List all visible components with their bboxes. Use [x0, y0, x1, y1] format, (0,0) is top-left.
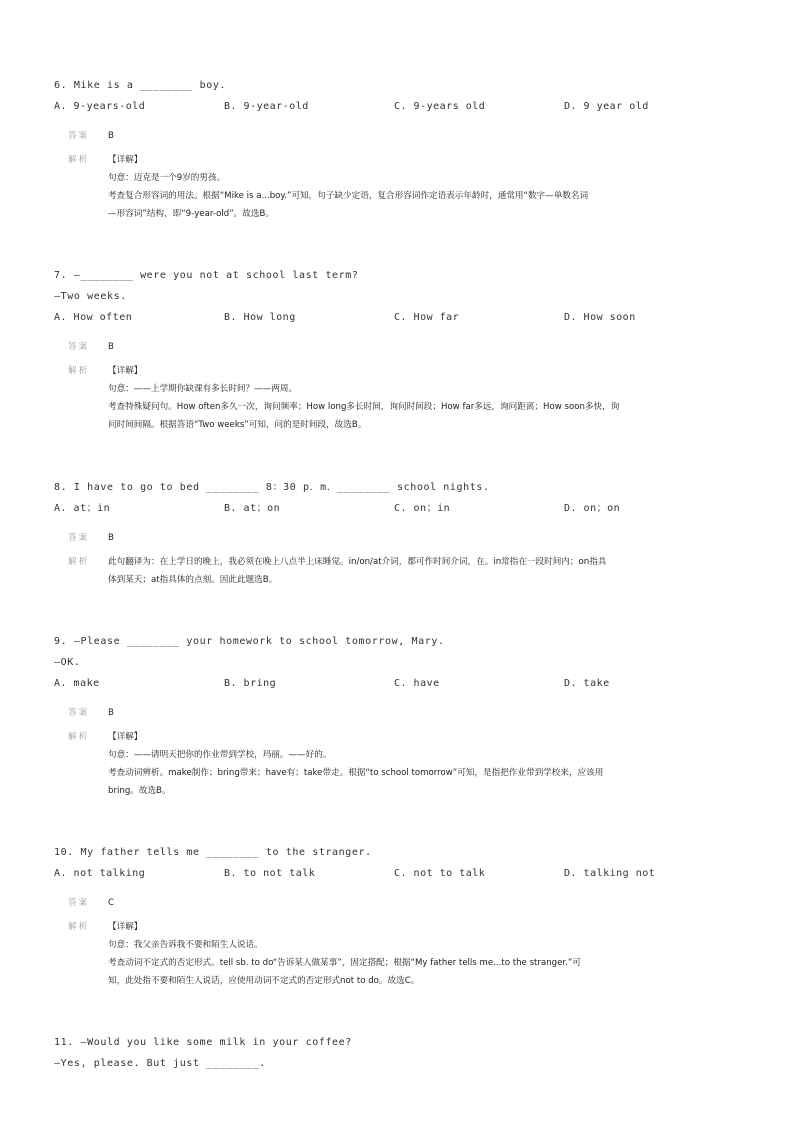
- answer-label: 答案: [68, 131, 90, 141]
- answer-label: 答案: [68, 898, 90, 908]
- answer-value: C: [108, 898, 115, 908]
- analysis-line: bring。故选B。: [108, 786, 171, 796]
- analysis-label: 解析: [68, 557, 90, 567]
- option-d: D. take: [564, 678, 610, 689]
- options-row: [54, 96, 754, 117]
- option-b: B. to not talk: [224, 868, 316, 879]
- analysis-line: 考查特殊疑问句。How often多久一次，询问频率；How long多长时间，询问时间段；How far多远，询问距离；How soon多快，询: [108, 402, 620, 412]
- option-b: B. bring: [224, 678, 277, 689]
- analysis-row: [54, 918, 754, 990]
- answer-label: 答案: [68, 342, 90, 352]
- analysis-line: 此句翻译为：在上学日的晚上，我必须在晚上八点半上床睡觉。in/on/at介词，都可作时间介词，在。in常指在一段时间内；on指具: [108, 557, 607, 567]
- answer-value: B: [108, 533, 114, 543]
- analysis-line: 【详解】: [108, 922, 143, 932]
- analysis-line: 体到某天；at指具体的点刻。因此此题选B。: [108, 575, 278, 585]
- question-stem: 7. —________ were you not at school last term?: [54, 270, 359, 281]
- analysis-line: 考查动词辨析。make制作；bring带来；have有；take带走。根据“to school tomorrow”可知，是指把作业带到学校来，应该用: [108, 768, 604, 778]
- analysis-line: 【详解】: [108, 155, 143, 165]
- analysis-line: 问时间间隔。根据答语“Two weeks”可知，问的是时间段，故选B。: [108, 420, 367, 430]
- answer-value: B: [108, 708, 114, 718]
- question-stem: 9. —Please ________ your homework to school tomorrow, Mary.: [54, 636, 445, 647]
- options-row: [54, 307, 754, 328]
- analysis-label: 解析: [68, 366, 90, 376]
- analysis-label: 解析: [68, 732, 90, 742]
- option-a: A. not talking: [54, 868, 146, 879]
- option-b: B. at；on: [224, 503, 281, 514]
- question-stem: 10. My father tells me ________ to the stranger.: [54, 847, 372, 858]
- option-d: D. talking not: [564, 868, 656, 879]
- option-d: D. How soon: [564, 312, 636, 323]
- analysis-line: 句意：我父亲告诉我不要和陌生人说话。: [108, 940, 263, 950]
- analysis-line: —形容词”结构，即“9-year-old”。故选B。: [108, 209, 274, 219]
- option-a: A. 9-years-old: [54, 101, 146, 112]
- analysis-row: [54, 728, 754, 800]
- option-c: C. have: [394, 678, 440, 689]
- option-a: A. make: [54, 678, 100, 689]
- analysis-row: [54, 553, 754, 589]
- options-row: [54, 673, 754, 694]
- option-c: C. on；in: [394, 503, 451, 514]
- question-10: [54, 842, 754, 990]
- question-8: [54, 477, 754, 589]
- question-reply: —Two weeks.: [54, 291, 127, 302]
- question-stem: 11. —Would you like some milk in your coffee?: [54, 1037, 352, 1048]
- option-a: A. How often: [54, 312, 133, 323]
- analysis-row: [54, 151, 754, 223]
- analysis-row: [54, 362, 754, 434]
- option-d: D. on；on: [564, 503, 621, 514]
- question-7: [54, 265, 754, 434]
- answer-label: 答案: [68, 708, 90, 718]
- answer-value: B: [108, 131, 114, 141]
- question-11: [54, 1032, 754, 1074]
- option-c: C. 9-years old: [394, 101, 486, 112]
- option-b: B. How long: [224, 312, 296, 323]
- options-row: [54, 498, 754, 519]
- answer-row: [54, 704, 754, 722]
- analysis-line: 句意：迈克是一个9岁的男孩。: [108, 173, 226, 183]
- analysis-line: 句意：——请明天把你的作业带到学校，玛丽。——好的。: [108, 750, 332, 760]
- question-reply: —OK.: [54, 657, 81, 668]
- answer-row: [54, 529, 754, 547]
- options-row: [54, 863, 754, 884]
- analysis-line: 知，此处指不要和陌生人说话，应使用动词不定式的否定形式not to do。故选C。: [108, 976, 420, 986]
- option-c: C. How far: [394, 312, 460, 323]
- option-c: C. not to talk: [394, 868, 486, 879]
- question-6: [54, 75, 754, 223]
- answer-label: 答案: [68, 533, 90, 543]
- analysis-line: 句意：——上学期你缺课有多长时间？——两周。: [108, 384, 298, 394]
- analysis-line: 【详解】: [108, 366, 143, 376]
- question-9: [54, 631, 754, 800]
- analysis-label: 解析: [68, 155, 90, 165]
- option-a: A. at；in: [54, 503, 111, 514]
- analysis-label: 解析: [68, 922, 90, 932]
- question-stem: 8. I have to go to bed ________ 8：30 p．m．________ school nights.: [54, 482, 490, 493]
- analysis-line: 考查动词不定式的否定形式。tell sb. to do“告诉某人做某事”，固定搭配；根据“My father tells me...to the stranger.”可: [108, 958, 581, 968]
- question-stem: 6. Mike is a ________ boy.: [54, 80, 227, 91]
- answer-value: B: [108, 342, 114, 352]
- answer-row: [54, 338, 754, 356]
- analysis-line: 【详解】: [108, 732, 143, 742]
- analysis-line: 考查复合形容词的用法。根据“Mike is a...boy.”可知，句子缺少定语，复合形容词作定语表示年龄时，通常用“数字—单数名词: [108, 191, 589, 201]
- option-b: B. 9-year-old: [224, 101, 309, 112]
- option-d: D. 9 year old: [564, 101, 649, 112]
- answer-row: [54, 894, 754, 912]
- answer-row: [54, 127, 754, 145]
- question-reply: —Yes, please. But just ________.: [54, 1058, 266, 1069]
